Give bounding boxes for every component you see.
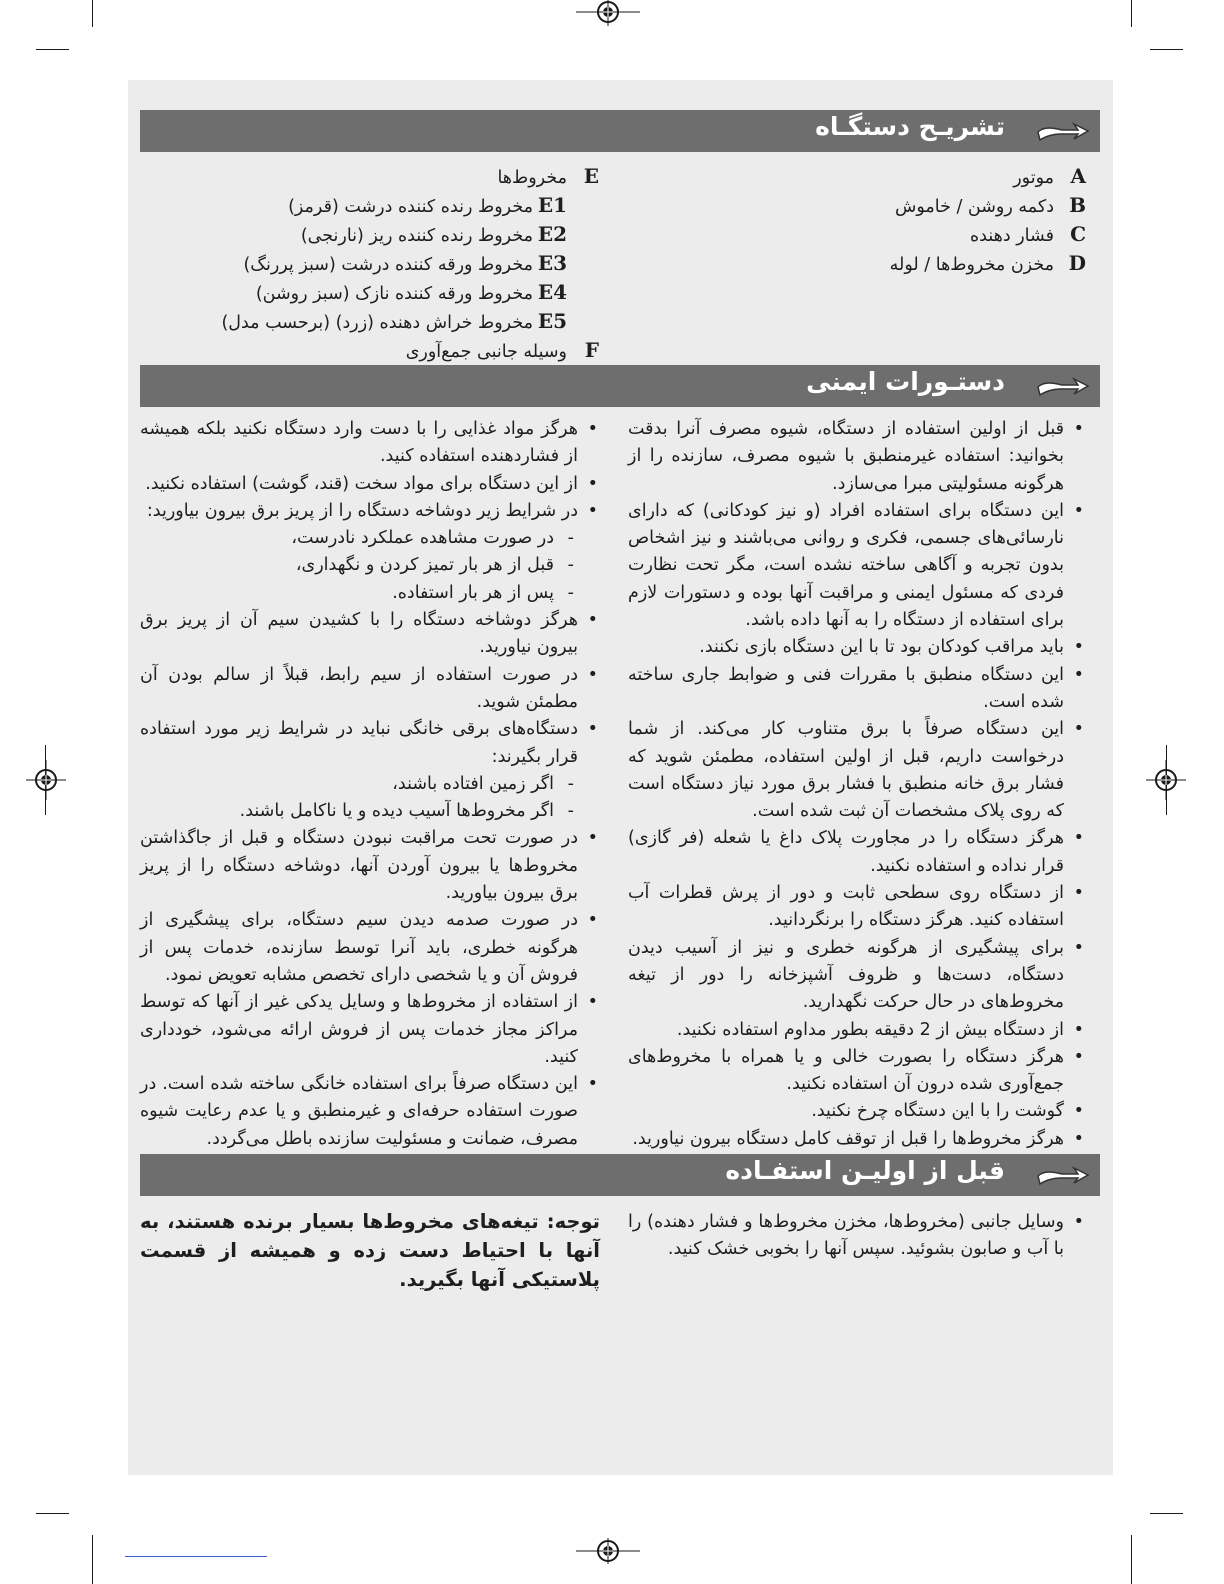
part-label: فشار دهنده [970, 226, 1054, 246]
first-use-column [628, 1209, 1086, 1264]
part-item [890, 163, 1086, 192]
bullet-item: • وسایل جانبی (مخروط‌ها، مخزن مخروط‌ها و فشار دهنده) را با آب و صابون بشوئید. سپس آنها را بخوبی خشک کنید. [628, 1209, 1086, 1264]
safety-column-left [140, 416, 600, 1153]
crop-mark [1150, 49, 1183, 50]
bullet-item: • هرگز مخروط‌ها را قبل از توقف کامل دستگاه بیرون نیاورید. [628, 1126, 1086, 1153]
registration-target-icon [26, 760, 66, 800]
crop-mark [1150, 1513, 1183, 1514]
part-item [221, 279, 599, 308]
part-item [221, 221, 599, 250]
crop-mark [92, 0, 93, 27]
sub-item: - اگر مخروط‌ها آسیب دیده و یا ناکامل باشند. [140, 798, 600, 825]
part-label: مخروط رنده کننده ریز (نارنجی) [300, 226, 533, 246]
part-code: E3 [537, 251, 567, 275]
sub-item: - در صورت مشاهده عملکرد نادرست، [140, 525, 600, 552]
part-code: C [1070, 222, 1086, 246]
part-code: E4 [537, 280, 567, 304]
sub-item: - اگر زمین افتاده باشند، [140, 771, 600, 798]
part-item [890, 221, 1086, 250]
bullet-item: • در شرایط زیر دوشاخه دستگاه را از پریز برق بیرون بیاورید: [140, 498, 600, 525]
part-item [890, 250, 1086, 279]
bullet-item: • از دستگاه روی سطحی ثابت و دور از پرش قطرات آب استفاده کنید. هرگز دستگاه را برنگردانید. [628, 880, 1086, 935]
bullet-item: • از این دستگاه برای مواد سخت (قند، گوشت) استفاده نکنید. [140, 471, 600, 498]
bullet-item: • از دستگاه بیش از 2 دقیقه بطور مداوم استفاده نکنید. [628, 1017, 1086, 1044]
section-header-first-use [140, 1154, 1100, 1196]
part-code: D [1068, 251, 1086, 275]
part-label: دکمه روشن / خاموش [894, 197, 1054, 217]
parts-list-cones [221, 163, 599, 366]
part-label: وسیله جانبی جمع‌آوری [405, 342, 567, 362]
section-header-description [140, 110, 1100, 152]
crop-mark [1131, 1535, 1132, 1584]
part-code: E5 [537, 309, 567, 333]
divider [125, 1556, 267, 1557]
bullet-item: • برای پیشگیری از هرگونه خطری و نیز از آسیب دیدن دستگاه، دست‌ها و ظروف آشپزخانه را دور از تیغه مخروط‌های در حال حرکت نگهدارید. [628, 935, 1086, 1017]
crop-mark [36, 1513, 69, 1514]
part-label: مخروط رنده کننده درشت (قرمز) [288, 197, 533, 217]
part-label: مخروط‌ها [497, 168, 567, 188]
safety-column-right [628, 416, 1086, 1153]
bullet-item: • قبل از اولین استفاده از دستگاه، شیوه مصرف آنرا بدقت بخوانید: استفاده غیرمنطبق با شیوه مصرف، سازنده را از هرگونه مسئولیتی مبرا می‌سازد. [628, 416, 1086, 498]
registration-target-icon [576, 0, 640, 26]
bullet-item: • در صورت استفاده از سیم رابط، قبلاً از سالم بودن آن مطمئن شوید. [140, 662, 600, 717]
bullet-item: • از استفاده از مخروط‌ها و وسایل یدکی غیر از آنها که توسط مراکز مجاز خدمات پس از فروش ارائه می‌شود، خودداری کنید. [140, 989, 600, 1071]
blade-warning-note: توجه: تیغه‌های مخروط‌ها بسیار برنده هستند، به آنها با احتیاط دست زده و همیشه از قسمت پلاستیکی آنها بگیرید. [140, 1210, 600, 1291]
part-code: F [584, 338, 599, 362]
part-item [221, 308, 599, 337]
bullet-item: • باید مراقب کودکان بود تا با این دستگاه بازی نکنند. [628, 634, 1086, 661]
bullet-item: • هرگز دستگاه را در مجاورت پلاک داغ یا شعله (فر گازی) قرار نداده و استفاده نکنید. [628, 825, 1086, 880]
curved-hand-arrow-icon [1034, 1160, 1092, 1190]
section-title: قبل از اولیـن استفـاده [725, 1156, 1005, 1185]
bullet-item: • دستگاه‌های برقی خانگی نباید در شرایط زیر مورد استفاده قرار بگیرند: [140, 716, 600, 771]
part-item [221, 250, 599, 279]
sub-item: - قبل از هر بار تمیز کردن و نگهداری، [140, 552, 600, 579]
part-item [221, 163, 599, 192]
section-title: دستـورات ایمنی [806, 367, 1005, 396]
part-code: B [1069, 193, 1086, 217]
curved-hand-arrow-icon [1034, 371, 1092, 401]
part-item [221, 192, 599, 221]
part-code: E2 [537, 222, 567, 246]
parts-list-main [890, 163, 1086, 279]
bullet-item: • گوشت را با این دستگاه چرخ نکنید. [628, 1098, 1086, 1125]
sub-item: - پس از هر بار استفاده. [140, 580, 600, 607]
registration-target-icon [576, 1538, 640, 1564]
part-code: A [1070, 164, 1086, 188]
crop-mark [36, 49, 69, 50]
curved-hand-arrow-icon [1034, 116, 1092, 146]
section-header-safety [140, 365, 1100, 407]
registration-target-icon [1146, 760, 1186, 800]
bullet-item: • این دستگاه برای استفاده افراد (و نیز کودکانی) که دارای نارسائی‌های جسمی، فکری و روانی می‌باشند و نیز اشخاص بدون تجربه و آگاهی ساخته نشده است، مگر تحت نظارت فردی که مسئول ایمنی و مراقبت آنها بوده و دستورات لازم برای استفاده از دستگاه را به آنها داده باشد. [628, 498, 1086, 634]
part-label: مخروط خراش دهنده (زرد) (برحسب مدل) [221, 313, 533, 333]
part-label: مخروط ورقه کننده درشت (سبز پررنگ) [243, 255, 533, 275]
part-code: E1 [537, 193, 567, 217]
bullet-item: • هرگز مواد غذایی را با دست وارد دستگاه نکنید بلکه همیشه از فشاردهنده استفاده کنید. [140, 416, 600, 471]
bullet-item: • هرگز دوشاخه دستگاه را با کشیدن سیم آن از پریز برق بیرون نیاورید. [140, 607, 600, 662]
crop-mark [1131, 0, 1132, 27]
section-title: تشریـح دستگـاه [815, 112, 1005, 141]
part-item [221, 337, 599, 366]
part-label: مخروط ورقه کننده نازک (سبز روشن) [255, 284, 533, 304]
bullet-item: • این دستگاه صرفاً با برق متناوب کار می‌کند. از شما درخواست داریم، قبل از اولین استفاده، مطمئن شوید که فشار برق خانه منطبق با فشار برق مورد نیاز دستگاه است که روی پلاک مشخصات آن ثبت شده است. [628, 716, 1086, 825]
bullet-item: • این دستگاه صرفاً برای استفاده خانگی ساخته شده است. در صورت استفاده حرفه‌ای و غیرمنطبق و یا عدم رعایت شیوه مصرف، ضمانت و مسئولیت سازنده باطل می‌گردد. [140, 1071, 600, 1153]
bullet-item: • در صورت صدمه دیدن سیم دستگاه، برای پیشگیری از هرگونه خطری، باید آنرا توسط سازنده، خدمات پس از فروش آن و یا شخصی دارای تخصص مشابه تعویض نمود. [140, 907, 600, 989]
crop-mark [92, 1535, 93, 1584]
part-code: E [583, 164, 599, 188]
bullet-item: • هرگز دستگاه را بصورت خالی و یا همراه با مخروط‌های جمع‌آوری شده درون آن استفاده نکنید. [628, 1044, 1086, 1099]
bullet-item: • این دستگاه منطبق با مقررات فنی و ضوابط جاری ساخته شده است. [628, 662, 1086, 717]
part-label: مخزن مخروط‌ها / لوله [889, 255, 1054, 275]
part-item [890, 192, 1086, 221]
part-label: موتور [1013, 168, 1054, 188]
bullet-item: • در صورت تحت مراقبت نبودن دستگاه و قبل از جاگذاشتن مخروط‌ها یا بیرون آوردن آنها، دوشاخه دستگاه را از پریز برق بیرون بیاورید. [140, 825, 600, 907]
